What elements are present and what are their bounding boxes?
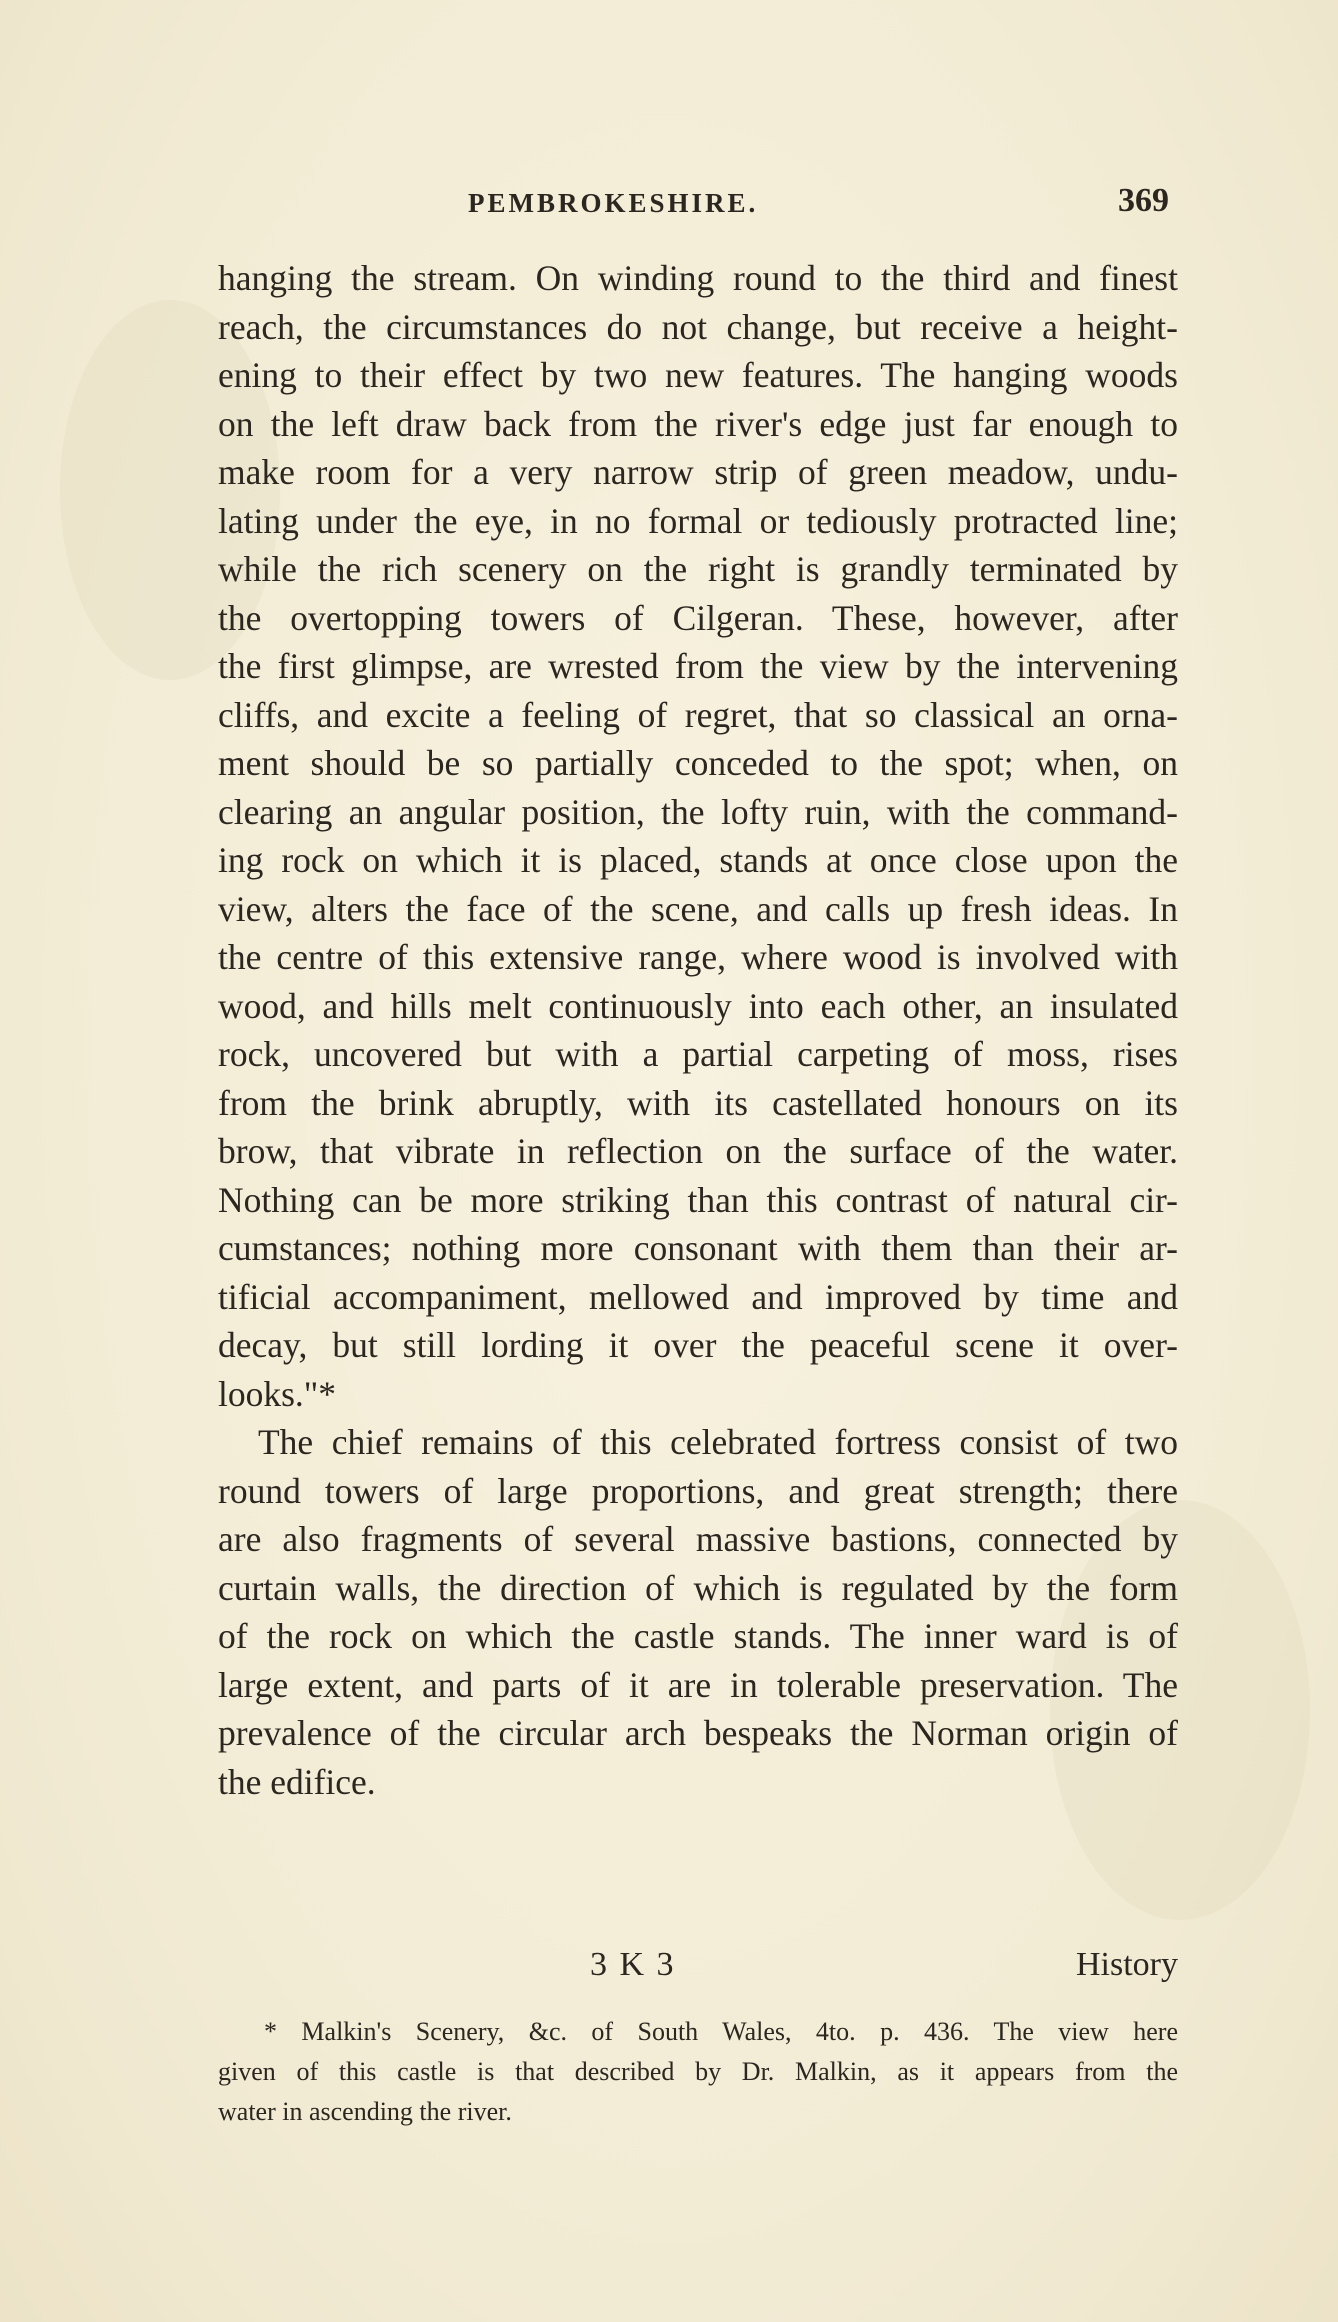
text-line: the edifice. xyxy=(218,1761,376,1802)
text-line: make room for a very narrow strip of green meadow, undu- xyxy=(218,452,1178,492)
page-number: 369 xyxy=(1118,182,1169,219)
text-line: view, alters the face of the scene, and calls up fresh ideas. In xyxy=(218,888,1178,929)
text-line: rock, uncovered but with a partial carpeting of moss, rises xyxy=(218,1034,1178,1074)
text-line: of the rock on which the castle stands. The inner ward is of xyxy=(218,1616,1178,1656)
page-header xyxy=(0,182,1338,228)
text-line: cumstances; nothing more consonant with them than their ar- xyxy=(218,1228,1178,1268)
body-text xyxy=(218,254,1178,1806)
catchword: History xyxy=(1076,1946,1178,1983)
text-line: on the left draw back from the river's edge just far enough to xyxy=(218,403,1178,444)
signature-row xyxy=(218,1946,1178,1990)
text-line: ening to their effect by two new features. The hanging woods xyxy=(218,355,1178,395)
text-line: prevalence of the circular arch bespeaks the Norman origin of xyxy=(218,1713,1178,1753)
text-line: cliffs, and excite a feeling of regret, that so classical an orna- xyxy=(218,694,1178,735)
text-line: the first glimpse, are wrested from the view by the intervening xyxy=(218,646,1178,686)
text-line: The chief remains of this celebrated fortress consist of two xyxy=(258,1422,1178,1462)
text-line: decay, but still lording it over the peaceful scene it over- xyxy=(218,1325,1178,1365)
text-line: lating under the eye, in no formal or tediously protracted line; xyxy=(218,500,1178,541)
footnote-line: given of this castle is that described by Dr. Malkin, as it appears from the xyxy=(218,2057,1178,2086)
text-line: curtain walls, the direction of which is regulated by the form xyxy=(218,1567,1178,1608)
text-line: ment should be so partially conceded to the spot; when, on xyxy=(218,743,1178,783)
text-line: while the rich scenery on the right is grandly terminated by xyxy=(218,549,1178,589)
text-line: hanging the stream. On winding round to the third and finest xyxy=(218,258,1178,298)
text-line: large extent, and parts of it are in tolerable preservation. The xyxy=(218,1664,1178,1705)
text-line: Nothing can be more striking than this contrast of natural cir- xyxy=(218,1179,1178,1220)
text-line: the centre of this extensive range, where wood is involved with xyxy=(218,937,1178,977)
footnote xyxy=(218,2012,1178,2132)
text-line: brow, that vibrate in reflection on the surface of the water. xyxy=(218,1131,1178,1171)
text-line: tificial accompaniment, mellowed and improved by time and xyxy=(218,1276,1178,1317)
text-line: ing rock on which it is placed, stands at once close upon the xyxy=(218,840,1178,880)
text-line: round towers of large proportions, and great strength; there xyxy=(218,1470,1178,1511)
text-line: from the brink abruptly, with its castellated honours on its xyxy=(218,1082,1178,1123)
printer-signature: 3 K 3 xyxy=(590,1946,676,1983)
text-line: looks."* xyxy=(218,1373,337,1414)
text-line: clearing an angular position, the lofty ruin, with the command- xyxy=(218,791,1178,832)
text-line: wood, and hills melt continuously into each other, an insulated xyxy=(218,985,1178,1026)
footnote-line: * Malkin's Scenery, &c. of South Wales, 4to. p. 436. The view here xyxy=(264,2017,1178,2046)
text-line: are also fragments of several massive bastions, connected by xyxy=(218,1519,1178,1559)
text-line: reach, the circumstances do not change, but receive a height- xyxy=(218,306,1178,347)
running-head: PEMBROKESHIRE. xyxy=(468,188,759,218)
footnote-line: water in ascending the river. xyxy=(218,2097,512,2126)
text-line: the overtopping towers of Cilgeran. These, however, after xyxy=(218,597,1178,638)
